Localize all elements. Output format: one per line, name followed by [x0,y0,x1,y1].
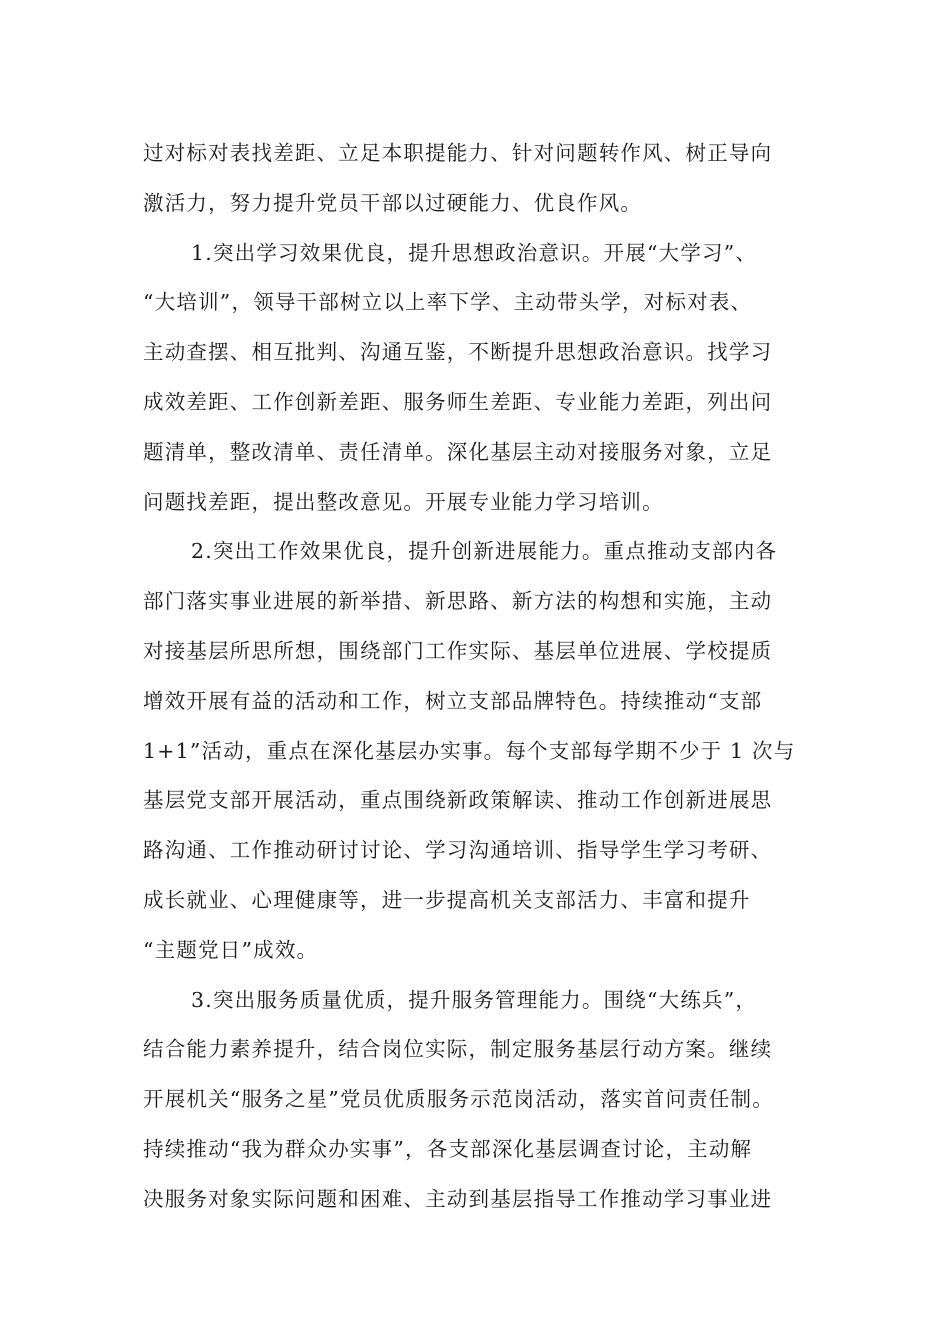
text-line: 1+1”活动，重点在深化基层办实事。每个支部每学期不少于 1 次与 [143,738,796,763]
text-line: 成效差距、工作创新差距、服务师生差距、专业能力差距，列出问 [143,389,773,414]
text-line: 部门落实事业进展的新举措、新思路、新方法的构想和实施，主动 [143,589,773,614]
text-line: 过对标对表找差距、立足本职提能力、针对问题转作风、树正导向 [143,141,773,165]
text-line: “主题党日”成效。 [143,937,319,962]
text-line: 路沟通、工作推动研讨讨论、学习沟通培训、指导学生学习考研、 [143,838,773,863]
paragraph-first-line: 3.突出服务质量优质，提升服务管理能力。围绕“大练兵”， [191,987,758,1012]
text-line: “大培训”，领导干部树立以上率下学、主动带头学，对标对表、 [143,290,753,315]
text-line: 对接基层所思所想，围绕部门工作实际、基层单位进展、学校提质 [143,638,773,663]
text-line: 成长就业、心理健康等，进一步提高机关支部活力、丰富和提升 [143,887,751,912]
text-line: 增效开展有益的活动和工作，树立支部品牌特色。持续推动“支部 [143,688,763,713]
text-line: 开展机关“服务之星”党员优质服务示范岗活动，落实首问责任制。 [143,1087,774,1112]
text-line: 题清单，整改清单、责任清单。深化基层主动对接服务对象，立足 [143,439,773,464]
text-line: 激活力，努力提升党员干部以过硬能力、优良作风。 [143,190,643,215]
text-line: 基层党支部开展活动，重点围绕新政策解读、推动工作创新进展思 [143,788,773,813]
text-line: 问题找差距，提出整改意见。开展专业能力学习培训。 [143,489,664,514]
text-line: 主动查摆、相互批判、沟通互鉴，不断提升思想政治意识。找学习 [143,340,773,365]
document-body [143,129,823,1225]
paragraph-first-line: 2.突出工作效果优良，提升创新进展能力。重点推动支部内各 [191,539,778,564]
text-line: 决服务对象实际问题和困难、主动到基层指导工作推动学习事业进 [143,1186,773,1211]
paragraph-first-line: 1.突出学习效果优良，提升思想政治意识。开展“大学习”、 [191,240,758,265]
text-line: 持续推动“我为群众办实事”，各支部深化基层调查讨论，主动解 [143,1136,753,1161]
text-line: 结合能力素养提升，结合岗位实际，制定服务基层行动方案。继续 [143,1037,773,1062]
